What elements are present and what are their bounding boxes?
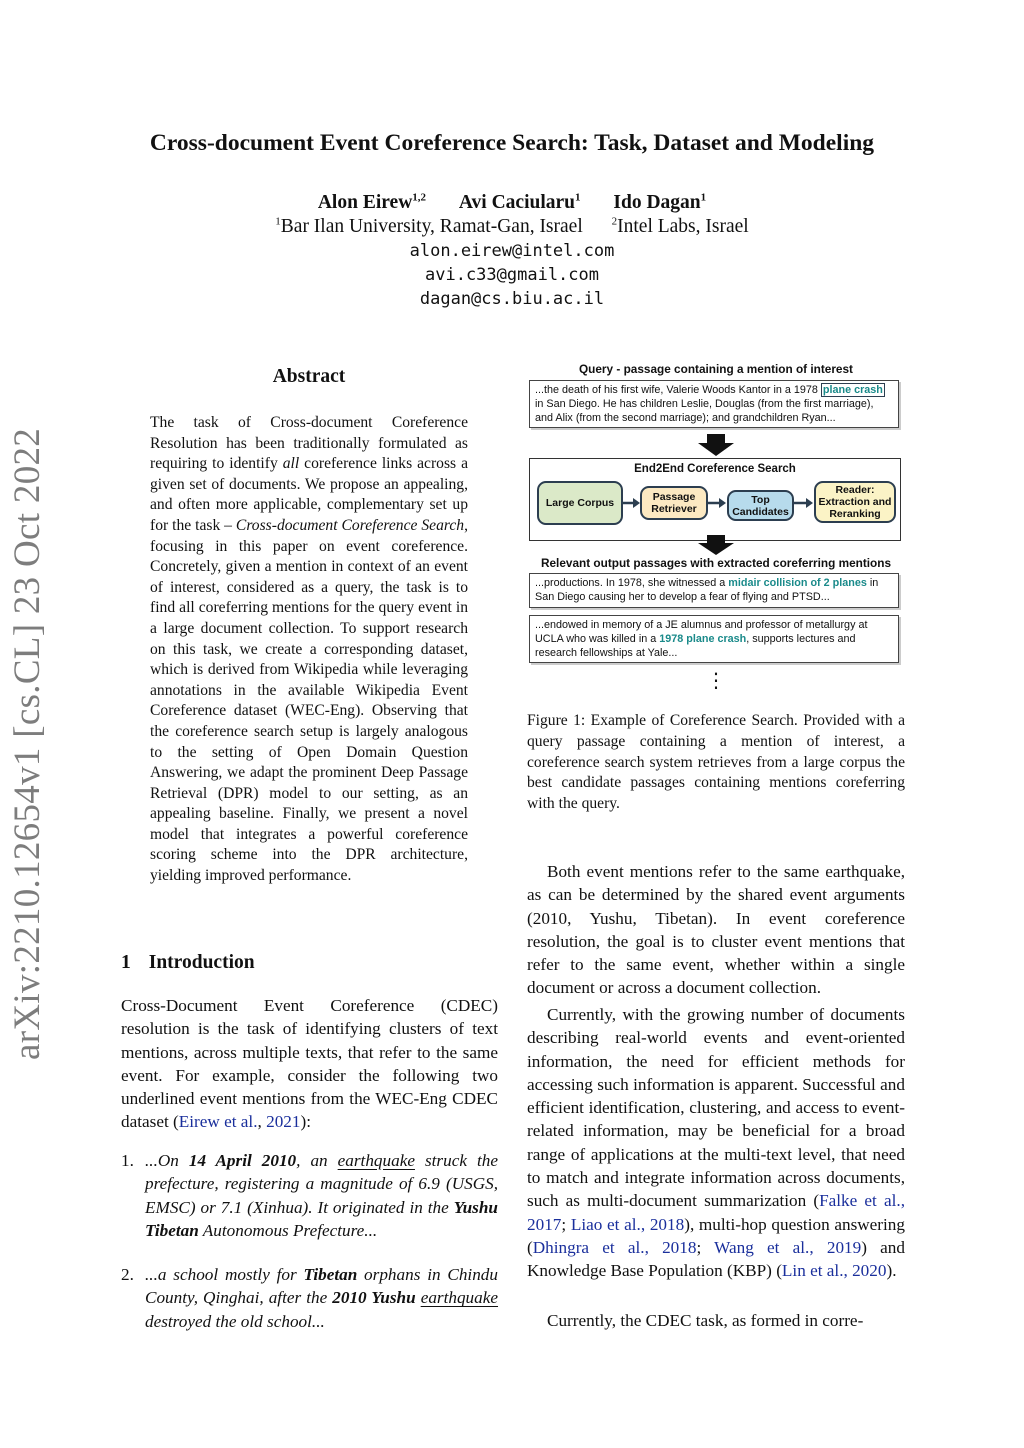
coreferring-mention: midair collision of 2 planes [728, 577, 867, 589]
coreferring-mention: 1978 plane crash [659, 633, 747, 646]
email: dagan@cs.biu.ac.il [419, 289, 605, 309]
paragraph: Currently, the CDEC task, as formed in corre- [547, 1311, 864, 1330]
output-passage: ...productions. In 1978, she witnessed a midair collision of 2 planes in San Diego causing her to develop a fear of flying and PTSD... [529, 573, 899, 608]
intro-paragraph: Cross-Document Event Coreference (CDEC) resolution is the task of identifying clusters of text mentions, across multiple texts, that refer to the same event. For example, consider the following two underlined event mentions from the WEC-Eng CDEC dataset (Eirew et al., 2021): [121, 996, 498, 1132]
list-item: 1. ...On 14 April 2010, an earthquake struck the prefecture, registering a magnitude of 6.9 (USGS, EMSC) or 7.1 (Xinhua). It originated in the Yushu Tibetan Autonomous Prefecture... [121, 1151, 498, 1240]
system-title: End2End Coreference Search [634, 463, 796, 475]
affiliations [0, 215, 1024, 238]
paragraph: Both event mentions refer to the same earthquake, as can be determined by the shared event arguments (2010, Yushu, Tibetan). In event coreference resolution, the goal is to cluster event mentions that refer to the same event, whether within a single document or across a document collection. [527, 862, 905, 998]
author: Alon Eirew$^{1,2}$ [317, 191, 427, 213]
query-mention: plane crash [822, 384, 883, 396]
abstract-heading: Abstract [272, 366, 346, 387]
system-panel [529, 458, 901, 541]
ellipsis-icon: ⋮ [706, 670, 726, 692]
paper-title: Cross-document Event Coreference Search: Task, Dataset and Modeling [149, 130, 875, 156]
citation-link[interactable]: Dhingra et al., 2018 [532, 1237, 697, 1257]
citation-link[interactable]: Falke et al., 2017 [527, 1191, 905, 1234]
example-list [121, 1263, 498, 1333]
author: Avi Caciularu$^1$ [458, 191, 581, 213]
down-arrow-icon [698, 434, 734, 456]
arrow-right-icon [623, 497, 641, 509]
author-list [0, 191, 1024, 214]
arrow-right-icon [794, 497, 814, 509]
citation-link[interactable]: Lin et al., 2020 [781, 1261, 887, 1281]
affiliation: $^1$Bar Ilan University, Ramat-Gan, Israel [275, 215, 583, 237]
down-arrow-icon [698, 535, 734, 555]
abstract-body: The task of Cross-document Coreference Resolution has been traditionally formulated as requiring to identify all coreference links across a given set of documents. We propose an appealing, and often more applicable, complementary set up for the task – Cross-document Coreference Search, focusing in this paper on event coreference. Concretely, given a mention in context of an event of interest, considered as a query, the task is to find all coreferring mentions for the query event in a large document collection. To support research on this task, we create a corresponding dataset, which is derived from Wikipedia while leveraging annotations in the available Wikipedia Event Coreference dataset (WEC-Eng). Observing that the coreference search setup is largely analogous to the setting of Open Domain Question Answering, we adapt the prominent Deep Passage Retrieval (DPR) model to our setting, as an appealing baseline. Finally, we present a novel model that integrates a powerful coreference scoring scheme into the DPR architecture, yielding improved performance. [150, 414, 468, 885]
author: Ido Dagan$^1$ [613, 191, 707, 213]
citation-link[interactable]: Wang et al., 2019 [714, 1237, 862, 1257]
passage-retriever-node: Passage Retriever [640, 486, 708, 520]
section-heading: 1 Introduction [121, 952, 255, 973]
email: alon.eirew@intel.com [409, 241, 615, 261]
query-heading: Query - passage containing a mention of interest [578, 362, 853, 376]
email: avi.c33@gmail.com [425, 265, 599, 285]
affiliation: $^2$Intel Labs, Israel [611, 215, 749, 237]
figure-1 [527, 360, 905, 700]
citation-link[interactable]: Liao et al., 2018 [570, 1214, 685, 1234]
paragraph: Currently, with the growing number of documents describing real-world events and event-oriented information, the need for efficient methods for accessing such information is apparent. Successful and efficient identification, clustering, and access to event-related information, may be beneficial for a broad range of applications at the multi-text level, that need to match and integrate information across documents, such as multi-document summarization (Falke et al., 2017; Liao et al., 2018), multi-hop question answering (Dhingra et al., 2018; Wang et al., 2019) and Knowledge Base Population (KBP) (Lin et al., 2020). [527, 1005, 905, 1281]
reader-node: Reader: Extraction and Reranking [814, 481, 896, 523]
top-candidates-node: Top Candidates [727, 490, 794, 521]
arxiv-stamp: arXiv:2210.12654v1 [cs.CL] 23 Oct 2022 [7, 427, 48, 1060]
large-corpus-node: Large Corpus [537, 481, 623, 525]
figure-caption: Figure 1: Example of Coreference Search. Provided with a query passage containing a mention of interest, a coreference search system retrieves from a large corpus the best candidate passages containing mentions coreferring with the query. [527, 712, 905, 813]
output-passage: ...endowed in memory of a JE alumnus and professor of metallurgy at UCLA who was killed in a 1978 plane crash, supports lectures and research fellowships at Yale... [529, 615, 899, 663]
list-item: 2. ...a school mostly for Tibetan orphans in Chindu County, Qinghai, after the 2010 Yushu earthquake destroyed the old school... [121, 1265, 499, 1331]
example-list [121, 1149, 498, 1242]
citation-link[interactable]: Eirew et al., 2021 [178, 1112, 301, 1132]
output-heading: Relevant output passages with extracted coreferring mentions [540, 556, 892, 570]
query-passage: ...the death of his first wife, Valerie Woods Kantor in a 1978 plane crash in San Diego. He has children Leslie, Douglas (from the first marriage), and Alix (from the second marriage); and grandchildren Ryan... [529, 380, 899, 428]
arrow-right-icon [708, 497, 727, 509]
